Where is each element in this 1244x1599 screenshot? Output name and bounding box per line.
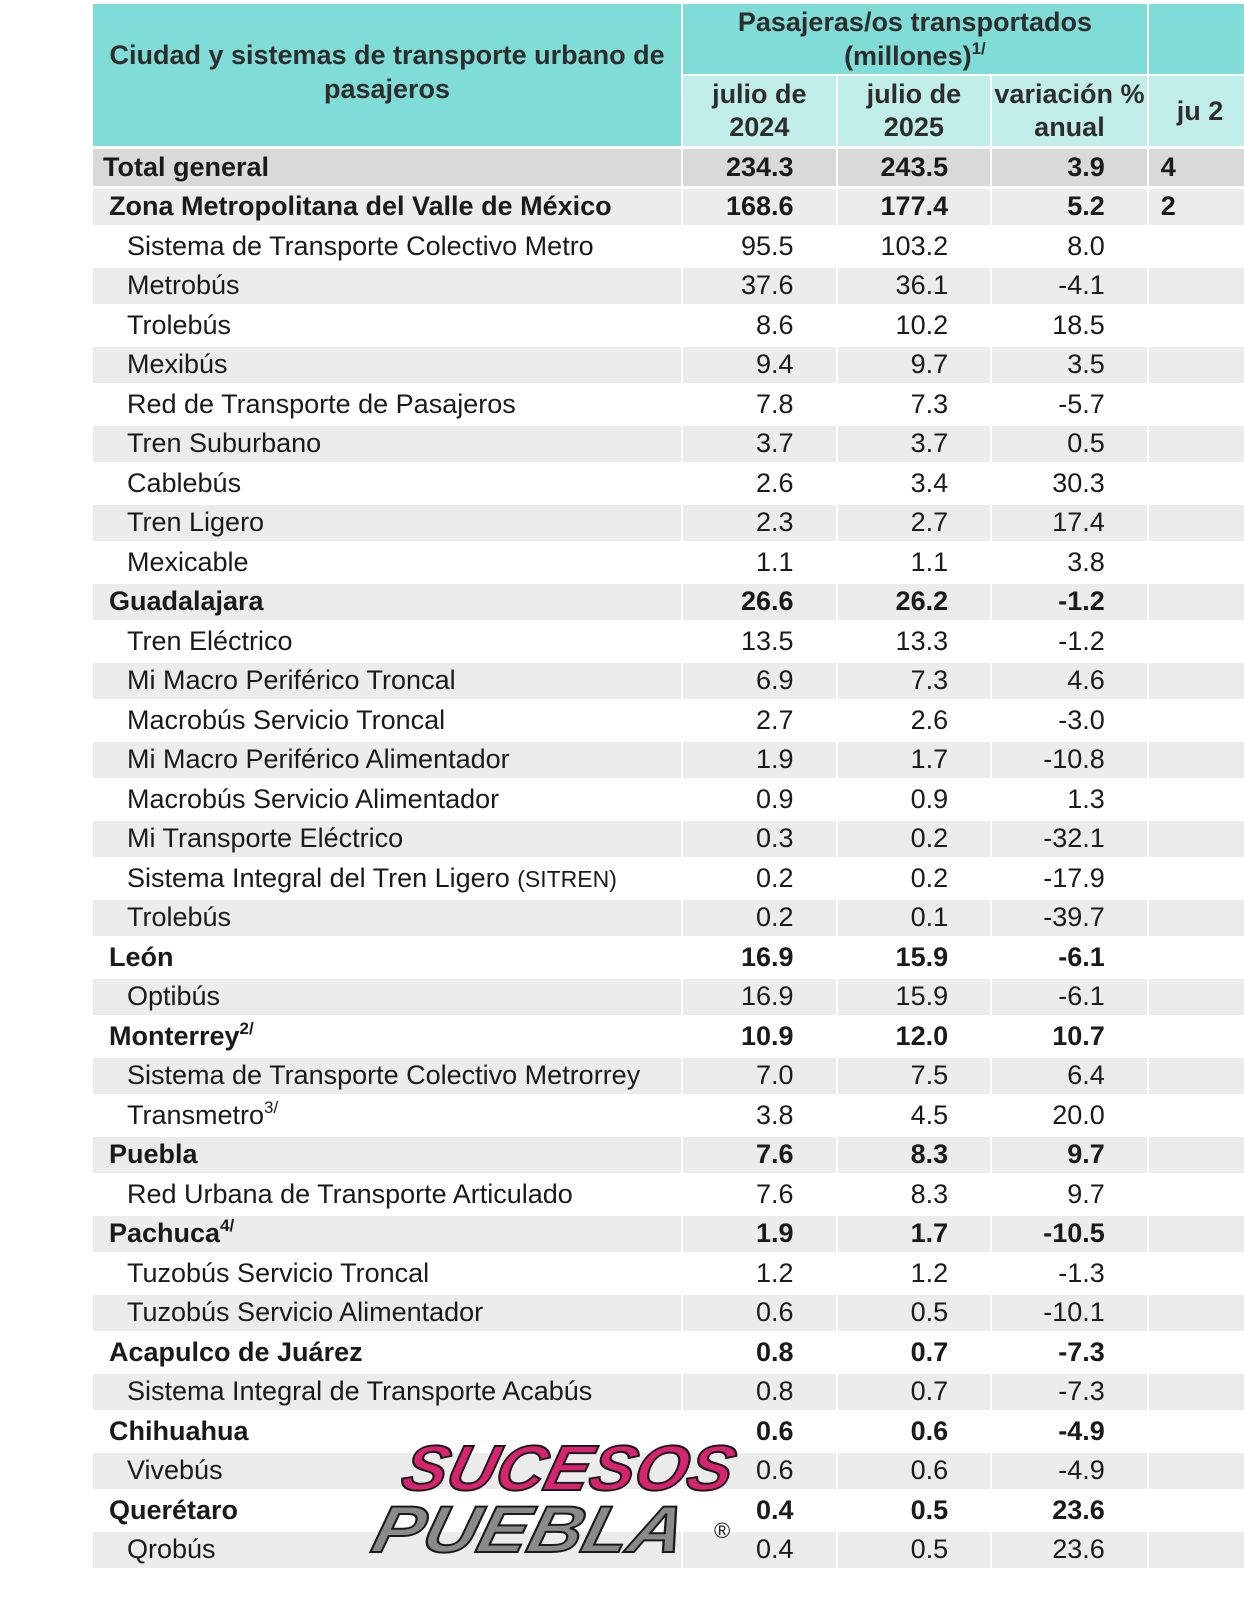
value-2024: 0.6	[683, 1292, 838, 1332]
cut-off-cell	[1149, 818, 1244, 858]
value-2024: 1.1	[683, 541, 838, 581]
value-2025: 0.5	[838, 1489, 993, 1529]
system-row	[93, 620, 1244, 660]
row-name-cell	[93, 660, 683, 700]
logo-word-bottom: PUEBLA	[365, 1492, 656, 1567]
row-name: Sistema Integral del Tren Ligero	[127, 862, 510, 893]
value-2024: 1.9	[683, 1213, 838, 1253]
value-2024: 3.8	[683, 1094, 838, 1134]
system-row	[93, 344, 1244, 384]
value-2025: 0.2	[838, 857, 993, 897]
system-row	[93, 502, 1244, 542]
header-passengers-group	[683, 4, 1149, 74]
header-city-systems-label: Ciudad y sistemas de transporte urbano de pasajeros	[109, 40, 665, 104]
row-name: Metrobús	[127, 270, 240, 301]
row-name: Trolebús	[127, 902, 232, 933]
value-2024: 0.2	[683, 857, 838, 897]
annual-variation: -4.1	[992, 265, 1149, 305]
annual-variation: 17.4	[992, 502, 1149, 542]
row-name-cell	[93, 304, 683, 344]
cut-off-cell	[1149, 699, 1244, 739]
row-name: León	[109, 941, 174, 972]
passenger-statistics-table	[93, 4, 1244, 1568]
cut-off-cell	[1149, 857, 1244, 897]
annual-variation: 20.0	[992, 1094, 1149, 1134]
value-2025: 243.5	[838, 146, 993, 186]
value-2024: 0.6	[683, 1410, 838, 1450]
system-row	[93, 660, 1244, 700]
cut-off-cell	[1149, 660, 1244, 700]
row-name-cell	[93, 936, 683, 976]
value-2025: 7.3	[838, 383, 993, 423]
city-row	[93, 1134, 1244, 1174]
value-2025: 36.1	[838, 265, 993, 305]
city-row	[93, 1015, 1244, 1055]
cut-off-cell	[1149, 976, 1244, 1016]
cut-off-cell	[1149, 541, 1244, 581]
value-2025: 7.5	[838, 1055, 993, 1095]
system-row	[93, 739, 1244, 779]
cut-off-cell	[1149, 225, 1244, 265]
cut-off-cell	[1149, 739, 1244, 779]
annual-variation: -10.1	[992, 1292, 1149, 1332]
annual-variation: -1.2	[992, 620, 1149, 660]
row-name: Mi Macro Periférico Troncal	[127, 665, 456, 696]
annual-variation: -5.7	[992, 383, 1149, 423]
row-name-cell	[93, 1055, 683, 1095]
annual-variation: 1.3	[992, 778, 1149, 818]
row-name: Sistema de Transporte Colectivo Metrorrey	[127, 1060, 641, 1091]
annual-variation: 5.2	[992, 186, 1149, 226]
logo-word-top: SUCESOS	[395, 1431, 726, 1504]
footnote-marker: 3/	[264, 1097, 279, 1117]
city-row	[93, 1213, 1244, 1253]
value-2024: 234.3	[683, 146, 838, 186]
value-2024: 0.6	[683, 1450, 838, 1490]
row-name: Total general	[103, 151, 270, 182]
value-2025: 15.9	[838, 976, 993, 1016]
row-name-cell	[93, 344, 683, 384]
row-name-cell	[93, 423, 683, 463]
value-2024: 2.7	[683, 699, 838, 739]
registered-mark: ®	[714, 1518, 731, 1543]
row-name-cell	[93, 186, 683, 226]
annual-variation: 8.0	[992, 225, 1149, 265]
system-row	[93, 1173, 1244, 1213]
annual-variation: 23.6	[992, 1529, 1149, 1569]
annual-variation: 3.9	[992, 146, 1149, 186]
row-name-cell	[93, 1292, 683, 1332]
row-name: Tren Ligero	[127, 507, 265, 538]
value-2024: 37.6	[683, 265, 838, 305]
row-name-cell	[93, 1252, 683, 1292]
row-name: Querétaro	[109, 1494, 239, 1525]
value-2025: 8.3	[838, 1134, 993, 1174]
annual-variation: -17.9	[992, 857, 1149, 897]
cut-off-value: 2	[1160, 191, 1176, 222]
header-passengers-label: Pasajeras/os transportados (millones)	[737, 7, 1092, 71]
value-2025: 9.7	[838, 344, 993, 384]
row-name: Mexibús	[127, 349, 228, 380]
row-name-cell	[93, 541, 683, 581]
cut-off-cell	[1149, 265, 1244, 305]
cut-off-cell	[1149, 620, 1244, 660]
row-name-suffix: (SITREN)	[517, 865, 617, 892]
cut-off-cell	[1149, 1450, 1244, 1490]
annual-variation: 4.6	[992, 660, 1149, 700]
cut-off-cell	[1149, 304, 1244, 344]
row-name: Tuzobús Servicio Alimentador	[127, 1297, 484, 1328]
row-name: Sistema Integral de Transporte Acabús	[127, 1376, 593, 1407]
value-2025: 0.5	[838, 1529, 993, 1569]
row-name-cell	[93, 620, 683, 660]
row-name: Macrobús Servicio Troncal	[127, 704, 446, 735]
table-body	[93, 146, 1244, 1568]
value-2024: 0.4	[683, 1529, 838, 1569]
system-row	[93, 857, 1244, 897]
system-row	[93, 1055, 1244, 1095]
value-2025: 13.3	[838, 620, 993, 660]
annual-variation: -3.0	[992, 699, 1149, 739]
value-2024: 13.5	[683, 620, 838, 660]
row-name-cell	[93, 1094, 683, 1134]
cut-off-cell	[1149, 502, 1244, 542]
row-name: Zona Metropolitana del Valle de México	[109, 191, 612, 222]
row-name: Red de Transporte de Pasajeros	[127, 388, 516, 419]
row-name: Red Urbana de Transporte Articulado	[127, 1178, 573, 1209]
cut-off-cell	[1149, 1213, 1244, 1253]
row-name-cell	[93, 1015, 683, 1055]
value-2025: 26.2	[838, 581, 993, 621]
value-2024: 6.9	[683, 660, 838, 700]
cut-off-cell	[1149, 383, 1244, 423]
row-name: Mexicable	[127, 546, 249, 577]
value-2024: 0.8	[683, 1371, 838, 1411]
row-name-cell	[93, 462, 683, 502]
row-name: Mi Transporte Eléctrico	[127, 823, 404, 854]
cut-off-cell	[1149, 897, 1244, 937]
value-2024: 2.3	[683, 502, 838, 542]
value-2025: 3.7	[838, 423, 993, 463]
value-2024: 26.6	[683, 581, 838, 621]
cut-off-cell	[1149, 778, 1244, 818]
annual-variation: 6.4	[992, 1055, 1149, 1095]
value-2024: 16.9	[683, 976, 838, 1016]
value-2025: 0.7	[838, 1371, 993, 1411]
header-city-systems	[93, 4, 683, 146]
annual-variation: -1.2	[992, 581, 1149, 621]
cut-off-cell	[1149, 1371, 1244, 1411]
row-name-cell	[93, 581, 683, 621]
row-name: Tren Suburbano	[127, 428, 322, 459]
row-name: Mi Macro Periférico Alimentador	[127, 744, 510, 775]
value-2025: 1.2	[838, 1252, 993, 1292]
system-row	[93, 225, 1244, 265]
row-name: Acapulco de Juárez	[109, 1336, 363, 1367]
value-2024: 7.8	[683, 383, 838, 423]
system-row	[93, 699, 1244, 739]
value-2025: 1.7	[838, 1213, 993, 1253]
annual-variation: 3.8	[992, 541, 1149, 581]
cut-off-cell	[1149, 1331, 1244, 1371]
value-2024: 7.0	[683, 1055, 838, 1095]
row-name: Trolebús	[127, 309, 232, 340]
cut-off-value: 4	[1160, 151, 1176, 182]
cut-off-cell	[1149, 1055, 1244, 1095]
annual-variation: 30.3	[992, 462, 1149, 502]
sucesos-puebla-logo	[352, 1428, 752, 1578]
cut-off-cell	[1149, 1015, 1244, 1055]
value-2024: 8.6	[683, 304, 838, 344]
value-2025: 2.7	[838, 502, 993, 542]
row-name: Pachuca	[109, 1218, 221, 1249]
row-name: Guadalajara	[109, 586, 264, 617]
value-2025: 0.5	[838, 1292, 993, 1332]
row-name: Chihuahua	[109, 1415, 249, 1446]
annual-variation: -7.3	[992, 1331, 1149, 1371]
row-name: Monterrey	[109, 1020, 240, 1051]
footnote-marker: 1/	[971, 39, 986, 58]
row-name-cell	[93, 1331, 683, 1371]
annual-variation: -1.3	[992, 1252, 1149, 1292]
header-col-2025: julio de 2025	[838, 74, 993, 146]
value-2024: 9.4	[683, 344, 838, 384]
value-2025: 0.1	[838, 897, 993, 937]
row-name: Puebla	[109, 1139, 198, 1170]
system-row	[93, 1292, 1244, 1332]
value-2024: 0.3	[683, 818, 838, 858]
header-col-variation: variación % anual	[992, 74, 1149, 146]
city-row	[93, 1331, 1244, 1371]
system-row	[93, 462, 1244, 502]
value-2024: 2.6	[683, 462, 838, 502]
system-row	[93, 383, 1244, 423]
row-name-cell	[93, 778, 683, 818]
row-name: Sistema de Transporte Colectivo Metro	[127, 230, 594, 261]
row-name-cell	[93, 739, 683, 779]
annual-variation: 9.7	[992, 1134, 1149, 1174]
cut-off-cell	[1149, 1292, 1244, 1332]
row-name: Cablebús	[127, 467, 242, 498]
value-2025: 103.2	[838, 225, 993, 265]
value-2025: 1.1	[838, 541, 993, 581]
value-2025: 0.7	[838, 1331, 993, 1371]
row-name-cell	[93, 1134, 683, 1174]
cut-off-cell	[1149, 1529, 1244, 1569]
cut-off-cell	[1149, 423, 1244, 463]
system-row	[93, 818, 1244, 858]
value-2025: 0.6	[838, 1410, 993, 1450]
annual-variation: 9.7	[992, 1173, 1149, 1213]
row-name: Vivebús	[127, 1455, 223, 1486]
cut-off-cell	[1149, 186, 1244, 226]
row-name-cell	[93, 976, 683, 1016]
row-name-cell	[93, 1371, 683, 1411]
row-name-cell	[93, 225, 683, 265]
annual-variation: 10.7	[992, 1015, 1149, 1055]
row-name-cell	[93, 1173, 683, 1213]
row-name-cell	[93, 1213, 683, 1253]
annual-variation: -4.9	[992, 1410, 1149, 1450]
value-2024: 0.8	[683, 1331, 838, 1371]
row-name: Qrobús	[127, 1534, 216, 1565]
annual-variation: -6.1	[992, 936, 1149, 976]
annual-variation: -4.9	[992, 1450, 1149, 1490]
cut-off-cell	[1149, 581, 1244, 621]
annual-variation: 0.5	[992, 423, 1149, 463]
annual-variation: -10.8	[992, 739, 1149, 779]
annual-variation: -39.7	[992, 897, 1149, 937]
row-name: Transmetro	[127, 1099, 265, 1130]
row-name-cell	[93, 383, 683, 423]
value-2025: 0.9	[838, 778, 993, 818]
table-header	[93, 4, 1244, 146]
value-2025: 10.2	[838, 304, 993, 344]
system-row	[93, 897, 1244, 937]
row-name-cell	[93, 897, 683, 937]
annual-variation: 18.5	[992, 304, 1149, 344]
system-row	[93, 541, 1244, 581]
row-name-cell	[93, 699, 683, 739]
header-cut-group	[1149, 4, 1244, 74]
value-2024: 95.5	[683, 225, 838, 265]
system-row	[93, 423, 1244, 463]
header-col-2024: julio de 2024	[683, 74, 838, 146]
annual-variation: 23.6	[992, 1489, 1149, 1529]
row-name: Tren Eléctrico	[127, 625, 293, 656]
footnote-marker: 4/	[220, 1216, 235, 1236]
city-row	[93, 581, 1244, 621]
footnote-marker: 2/	[239, 1018, 254, 1038]
annual-variation: -32.1	[992, 818, 1149, 858]
system-row	[93, 1252, 1244, 1292]
value-2024: 0.4	[683, 1489, 838, 1529]
cut-off-cell	[1149, 1489, 1244, 1529]
system-row	[93, 976, 1244, 1016]
system-row	[93, 1371, 1244, 1411]
system-row	[93, 778, 1244, 818]
total-row	[93, 146, 1244, 186]
value-2025: 3.4	[838, 462, 993, 502]
value-2024: 1.2	[683, 1252, 838, 1292]
value-2024: 0.2	[683, 897, 838, 937]
annual-variation: -7.3	[992, 1371, 1149, 1411]
row-name-cell	[93, 818, 683, 858]
annual-variation: -6.1	[992, 976, 1149, 1016]
cut-off-cell	[1149, 1252, 1244, 1292]
header-col-cut: ju 2	[1149, 74, 1244, 146]
value-2024: 0.9	[683, 778, 838, 818]
value-2024: 7.6	[683, 1173, 838, 1213]
value-2025: 1.7	[838, 739, 993, 779]
row-name-cell	[93, 502, 683, 542]
row-name-cell	[93, 857, 683, 897]
city-row	[93, 186, 1244, 226]
annual-variation: -10.5	[992, 1213, 1149, 1253]
system-row	[93, 304, 1244, 344]
row-name: Macrobús Servicio Alimentador	[127, 783, 500, 814]
value-2025: 177.4	[838, 186, 993, 226]
annual-variation: 3.5	[992, 344, 1149, 384]
value-2025: 7.3	[838, 660, 993, 700]
value-2024: 7.6	[683, 1134, 838, 1174]
value-2025: 15.9	[838, 936, 993, 976]
value-2024: 1.9	[683, 739, 838, 779]
value-2025: 0.2	[838, 818, 993, 858]
cut-off-cell	[1149, 936, 1244, 976]
row-name-cell	[93, 265, 683, 305]
cut-off-cell	[1149, 462, 1244, 502]
row-name-cell	[93, 146, 683, 186]
value-2024: 168.6	[683, 186, 838, 226]
row-name: Optibús	[127, 981, 221, 1012]
cut-off-cell	[1149, 344, 1244, 384]
cut-off-cell	[1149, 1134, 1244, 1174]
value-2025: 4.5	[838, 1094, 993, 1134]
value-2025: 2.6	[838, 699, 993, 739]
system-row	[93, 1094, 1244, 1134]
value-2025: 8.3	[838, 1173, 993, 1213]
cut-off-cell	[1149, 1094, 1244, 1134]
cut-off-cell	[1149, 1410, 1244, 1450]
value-2025: 12.0	[838, 1015, 993, 1055]
cut-off-cell	[1149, 146, 1244, 186]
value-2024: 3.7	[683, 423, 838, 463]
value-2024: 16.9	[683, 936, 838, 976]
cut-off-cell	[1149, 1173, 1244, 1213]
value-2025: 0.6	[838, 1450, 993, 1490]
city-row	[93, 936, 1244, 976]
system-row	[93, 265, 1244, 305]
row-name: Tuzobús Servicio Troncal	[127, 1257, 430, 1288]
value-2024: 10.9	[683, 1015, 838, 1055]
